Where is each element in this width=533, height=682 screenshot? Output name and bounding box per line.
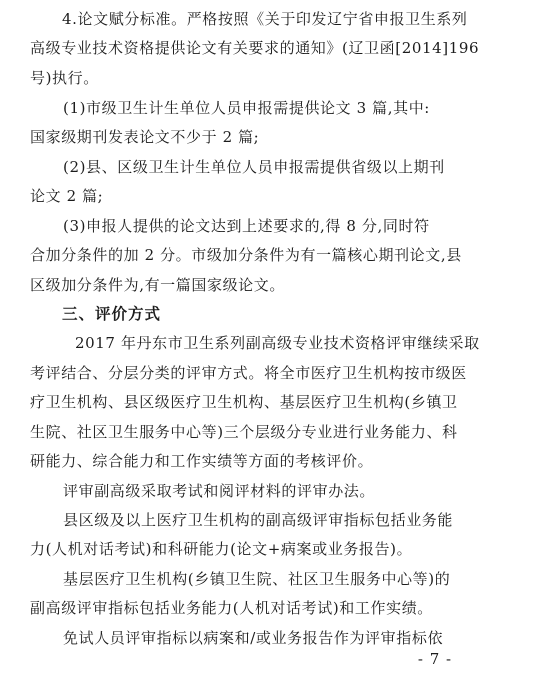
paragraph-line: 免试人员评审指标以病案和/或业务报告作为评审指标依 xyxy=(63,629,444,647)
page-number: - 7 - xyxy=(417,650,453,668)
paragraph-line: 4.论文赋分标准。严格按照《关于印发辽宁省申报卫生系列 xyxy=(62,10,468,28)
paragraph-line: 高级专业技术资格提供论文有关要求的通知》(辽卫函[2014]196 xyxy=(30,39,480,57)
paragraph-line: 副高级评审指标包括业务能力(人机对话考试)和工作实绩。 xyxy=(30,599,433,617)
paragraph-line: 研能力、综合能力和工作实绩等方面的考核评价。 xyxy=(30,452,374,470)
paragraph-line: 县区级及以上医疗卫生机构的副高级评审指标包括业务能 xyxy=(63,511,454,529)
paragraph-line: 基层医疗卫生机构(乡镇卫生院、社区卫生服务中心等)的 xyxy=(63,570,451,588)
paragraph-line: 疗卫生机构、县区级医疗卫生机构、基层医疗卫生机构(乡镇卫 xyxy=(30,393,458,411)
section-heading: 三、评价方式 xyxy=(62,305,162,323)
paragraph-line: 力(人机对话考试)和科研能力(论文+病案或业务报告)。 xyxy=(30,540,413,558)
paragraph-line: 合加分条件的加 2 分。市级加分条件为有一篇核心期刊论文,县 xyxy=(30,246,462,264)
paragraph-line: 生院、社区卫生服务中心等)三个层级分专业进行业务能力、科 xyxy=(30,423,458,441)
paragraph-line: 论文 2 篇; xyxy=(30,187,104,205)
paragraph-line: (3)申报人提供的论文达到上述要求的,得 8 分,同时符 xyxy=(63,217,430,235)
paragraph-line: 国家级期刊发表论文不少于 2 篇; xyxy=(30,128,260,146)
paragraph-line: 区级加分条件为,有一篇国家级论文。 xyxy=(30,276,285,294)
paragraph-line: 考评结合、分层分类的评审方式。将全市医疗卫生机构按市级医 xyxy=(30,364,467,382)
paragraph-line: 评审副高级采取考试和阅评材料的评审办法。 xyxy=(63,482,376,500)
paragraph-line: (1)市级卫生计生单位人员申报需提供论文 3 篇,其中: xyxy=(63,99,430,117)
paragraph-line: 2017 年丹东市卫生系列副高级专业技术资格评审继续采取 xyxy=(75,334,480,352)
paragraph-line: (2)县、区级卫生计生单位人员申报需提供省级以上期刊 xyxy=(63,158,445,176)
paragraph-line: 号)执行。 xyxy=(30,69,99,87)
